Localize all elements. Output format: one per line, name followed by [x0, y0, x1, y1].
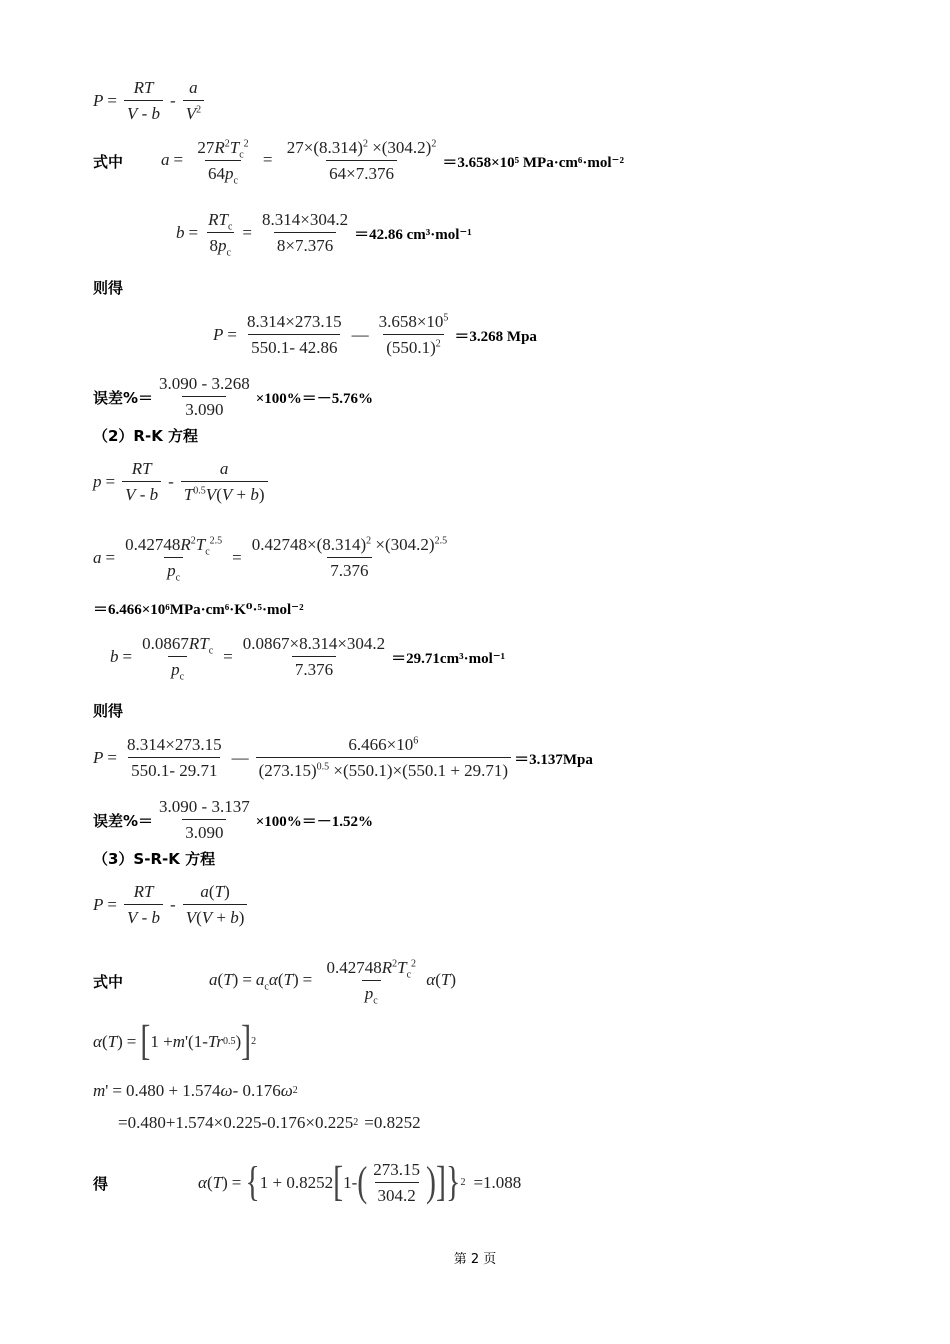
rk-error-result: ×100%＝－1.52%	[255, 813, 374, 830]
srk-m-result: =0.8252	[364, 1113, 421, 1132]
vdw-p-calc: P = $\frac{8.314\times 273.15}{550.1- 42.86}$ — $\frac{3.658\times 10^5}{(550.1)^2}$ ＝3.268 Mpa	[213, 312, 537, 357]
label-shizhong: 式中	[93, 152, 124, 171]
rk-p-result: ＝3.137Mpa	[514, 751, 593, 768]
label-zede-1: 则得	[93, 279, 124, 297]
label-wucha-2: 误差%＝	[93, 811, 154, 830]
rk-p-calc: P = $\frac{8.314\times 273.15}{550.1- 29.71}$ — $\frac{6.466\times 10^6}{(273.15)^{0.5} \times(550.1)\times(550.1 + 29.71)}$ ＝3.137Mpa	[93, 735, 593, 780]
vdw-a-result: ＝3.658×10⁵ MPa·cm⁶·mol⁻²	[442, 154, 624, 171]
srk-alpha-calc: 得 α ( T ) = { 1 + 0.8252 [ 1- ( $\frac{273.15}{304.2}$ ) ] } 2 =1.088	[93, 1159, 522, 1206]
label-wucha-1: 误差%＝	[93, 388, 154, 407]
vdw-equation: P = $\frac{RT}{V - b}$ - $\frac{a}{V^2}$	[93, 78, 207, 124]
label-shizhong-2: 式中	[93, 972, 124, 991]
vdw-error: 误差%＝ $\frac{3.090 - 3.268}{3.090}$ ×100%＝－5.76%	[93, 374, 374, 419]
rk-a-line: a = $\frac{0.42748R^2T_c^{2.5}}{p_c}$ = $\frac{0.42748\times(8.314)^2 \times(304.2)^{2.5}}{7.376}$	[93, 535, 448, 584]
vdw-a-line: 式中 a = $\frac{27R^2T_c^2}{64p_c}$ = $\frac{27\times(8.314)^2 \times(304.2)^2}{64\times 7.376}$ ＝3.658×10⁵ MPa·cm⁶·mol⁻²	[93, 138, 624, 187]
rk-a-result: ＝6.466×10⁶MPa·cm⁶·K⁰·⁵·mol⁻²	[93, 602, 304, 618]
label-zede-2: 则得	[93, 702, 124, 720]
rk-b-result: ＝29.71cm³·mol⁻¹	[391, 650, 506, 667]
vdw-b-result: ＝42.86 cm³·mol⁻¹	[354, 226, 472, 243]
srk-m-def: m ' = 0.480 + 1.574 ω - 0.176 ω 2	[93, 1081, 298, 1100]
srk-m-calc: =0.480+1.574×0.225-0.176×0.225 2 =0.8252	[118, 1113, 421, 1132]
srk-alpha-def: α ( T ) = [ 1 + m '(1- Tr 0.5 ) ] 2	[93, 1018, 257, 1065]
rk-heading: （2）R-K 方程	[93, 427, 199, 445]
srk-heading: （3）S-R-K 方程	[93, 850, 216, 868]
vdw-p-result: ＝3.268 Mpa	[454, 328, 537, 345]
srk-equation: P = $\frac{RT}{V - b}$ - $\frac{a(T)}{V(V + b)}$	[93, 882, 250, 928]
rk-equation: p = $\frac{RT}{V - b}$ - $\frac{a}{T^{0.5}V(V + b)}$	[93, 459, 271, 505]
rk-b-line: b = $\frac{0.0867RT_c}{p_c}$ = $\frac{0.0867\times 8.314\times 304.2}{7.376}$ ＝29.71cm³·mol⁻¹	[110, 634, 506, 683]
page-footer: 第 2 页	[453, 1252, 497, 1267]
vdw-error-result: ×100%＝－5.76%	[255, 390, 374, 407]
srk-a-line: 式中 $a(T) = a_c\alpha(T)$ = $\frac{0.42748R^2T_c^2}{p_c}$ α(T)	[93, 958, 457, 1007]
label-de: 得	[93, 1174, 109, 1193]
rk-error: 误差%＝ $\frac{3.090 - 3.137}{3.090}$ ×100%＝－1.52%	[93, 797, 374, 842]
srk-alpha-result: =1.088	[473, 1173, 522, 1192]
vdw-b-line: b = $\frac{RT_c}{8p_c}$ = $\frac{8.314\times 304.2}{8\times 7.376}$ ＝42.86 cm³·mol⁻¹	[176, 210, 472, 259]
